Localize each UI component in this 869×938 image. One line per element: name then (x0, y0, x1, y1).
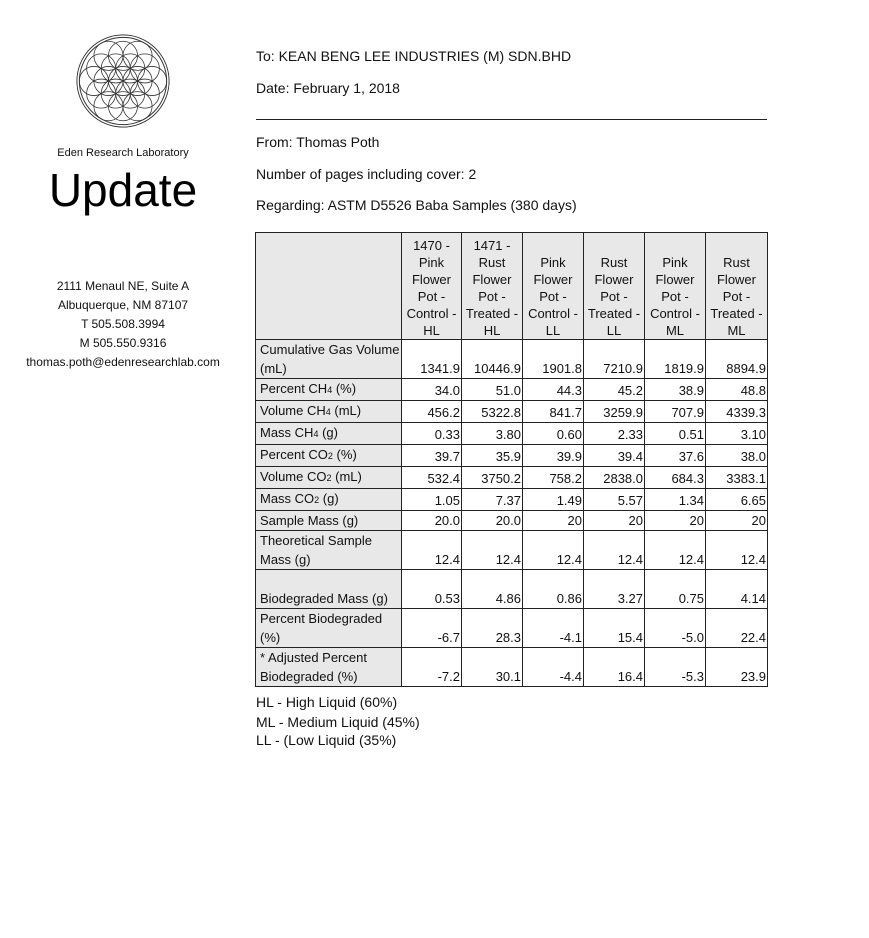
table-cell: 3259.9 (584, 401, 645, 423)
table-cell: 841.7 (523, 401, 584, 423)
row-label: Percent CH4 (%) (256, 379, 402, 401)
column-header: Rust Flower Pot - Treated - LL (584, 233, 645, 340)
legend-item: LL - (Low Liquid (35%) (256, 732, 397, 748)
row-label: Mass CH4 (g) (256, 423, 402, 445)
table-cell: 1341.9 (402, 340, 462, 379)
row-label: Volume CO2 (mL) (256, 467, 402, 489)
results-table (255, 232, 768, 687)
table-cell: 758.2 (523, 467, 584, 489)
table-cell: 0.86 (523, 570, 584, 609)
table-cell: 1.05 (402, 489, 462, 511)
address-line-2: Albuquerque, NM 87107 (57, 298, 189, 312)
table-cell: 3.80 (462, 423, 523, 445)
table-cell: 456.2 (402, 401, 462, 423)
row-label: Theoretical Sample Mass (g) (256, 531, 402, 570)
column-header: Rust Flower Pot - Treated - ML (706, 233, 768, 340)
row-label: Mass CO2 (g) (256, 489, 402, 511)
column-header: Pink Flower Pot - Control - LL (523, 233, 584, 340)
table-cell: 39.9 (523, 445, 584, 467)
table-cell: 12.4 (462, 531, 523, 570)
table-cell: 6.65 (706, 489, 768, 511)
legend-item: ML - Medium Liquid (45%) (256, 714, 420, 730)
table-header-row (256, 233, 768, 340)
table-cell: 0.75 (645, 570, 706, 609)
column-header: 1470 - Pink Flower Pot - Control - HL (402, 233, 462, 340)
row-label: Cumulative Gas Volume (mL) (256, 340, 402, 379)
table-cell: 35.9 (462, 445, 523, 467)
table-cell: -4.4 (523, 648, 584, 687)
table-corner (256, 233, 402, 340)
table-row (256, 445, 768, 467)
flower-of-life-icon (64, 22, 182, 140)
table-cell: 3.27 (584, 570, 645, 609)
table-cell: 12.4 (523, 531, 584, 570)
table-cell: -6.7 (402, 609, 462, 648)
table-cell: 37.6 (645, 445, 706, 467)
table-cell: 532.4 (402, 467, 462, 489)
table-cell: 8894.9 (706, 340, 768, 379)
row-label: Percent Biodegraded (%) (256, 609, 402, 648)
table-row (256, 467, 768, 489)
row-label: Volume CH4 (mL) (256, 401, 402, 423)
table-cell: 1.49 (523, 489, 584, 511)
table-cell: 2.33 (584, 423, 645, 445)
table-cell: 15.4 (584, 609, 645, 648)
table-cell: 1901.8 (523, 340, 584, 379)
phone-m: M 505.550.9316 (79, 336, 167, 350)
pages-line: Number of pages including cover: 2 (256, 166, 477, 182)
table-cell: -4.1 (523, 609, 584, 648)
table-cell: 20.0 (462, 511, 523, 531)
table-cell: 3750.2 (462, 467, 523, 489)
table-cell: 39.7 (402, 445, 462, 467)
table-cell: 7210.9 (584, 340, 645, 379)
legend-item: HL - High Liquid (60%) (256, 694, 398, 710)
date-line: Date: February 1, 2018 (256, 80, 400, 96)
table-cell: 48.8 (706, 379, 768, 401)
row-label: Sample Mass (g) (256, 511, 402, 531)
column-header: Pink Flower Pot - Control - ML (645, 233, 706, 340)
table-cell: 20 (523, 511, 584, 531)
table-cell: -5.3 (645, 648, 706, 687)
table-cell: 16.4 (584, 648, 645, 687)
table-cell: 12.4 (645, 531, 706, 570)
table-row (256, 340, 768, 379)
table-cell: 0.33 (402, 423, 462, 445)
divider (256, 119, 767, 120)
table-cell: 707.9 (645, 401, 706, 423)
table-row (256, 401, 768, 423)
table-row (256, 531, 768, 570)
to-line: To: KEAN BENG LEE INDUSTRIES (M) SDN.BHD (256, 48, 572, 64)
table-cell: 10446.9 (462, 340, 523, 379)
table-cell: 12.4 (706, 531, 768, 570)
email: thomas.poth@edenresearchlab.com (26, 355, 220, 369)
row-label: Biodegraded Mass (g) (256, 570, 402, 609)
table-cell: 20 (706, 511, 768, 531)
table-cell: 4.14 (706, 570, 768, 609)
table-cell: 30.1 (462, 648, 523, 687)
table-cell: 45.2 (584, 379, 645, 401)
table-cell: 0.51 (645, 423, 706, 445)
table-cell: 4.86 (462, 570, 523, 609)
table-cell: 3383.1 (706, 467, 768, 489)
table-cell: 2838.0 (584, 467, 645, 489)
phone-t: T 505.508.3994 (81, 317, 165, 331)
table-cell: 12.4 (584, 531, 645, 570)
table-cell: 3.10 (706, 423, 768, 445)
table-cell: -7.2 (402, 648, 462, 687)
address-line-1: 2111 Menaul NE, Suite A (56, 279, 190, 293)
table-cell: 4339.3 (706, 401, 768, 423)
table-cell: 34.0 (402, 379, 462, 401)
table-cell: 7.37 (462, 489, 523, 511)
regarding-line: Regarding: ASTM D5526 Baba Samples (380 days) (256, 197, 577, 213)
table-row (256, 511, 768, 531)
lab-name: Eden Research Laboratory (57, 147, 189, 159)
table-row (256, 648, 768, 687)
table-cell: 20 (645, 511, 706, 531)
table-cell: 22.4 (706, 609, 768, 648)
table-cell: 39.4 (584, 445, 645, 467)
table-cell: 20 (584, 511, 645, 531)
table-cell: 38.0 (706, 445, 768, 467)
page-title: Update (48, 164, 198, 216)
table-cell: 28.3 (462, 609, 523, 648)
table-cell: -5.0 (645, 609, 706, 648)
table-row (256, 423, 768, 445)
table-cell: 20.0 (402, 511, 462, 531)
row-label: * Adjusted Percent Biodegraded (%) (256, 648, 402, 687)
table-cell: 44.3 (523, 379, 584, 401)
table-cell: 684.3 (645, 467, 706, 489)
row-label: Percent CO2 (%) (256, 445, 402, 467)
table-cell: 5.57 (584, 489, 645, 511)
table-cell: 1819.9 (645, 340, 706, 379)
table-cell: 0.60 (523, 423, 584, 445)
table-row (256, 570, 768, 609)
table-cell: 5322.8 (462, 401, 523, 423)
table-cell: 23.9 (706, 648, 768, 687)
table-cell: 51.0 (462, 379, 523, 401)
table-row (256, 379, 768, 401)
table-row (256, 609, 768, 648)
from-line: From: Thomas Poth (256, 134, 380, 150)
table-cell: 1.34 (645, 489, 706, 511)
table-cell: 0.53 (402, 570, 462, 609)
column-header: 1471 - Rust Flower Pot - Treated - HL (462, 233, 523, 340)
table-row (256, 489, 768, 511)
table-cell: 12.4 (402, 531, 462, 570)
table-cell: 38.9 (645, 379, 706, 401)
